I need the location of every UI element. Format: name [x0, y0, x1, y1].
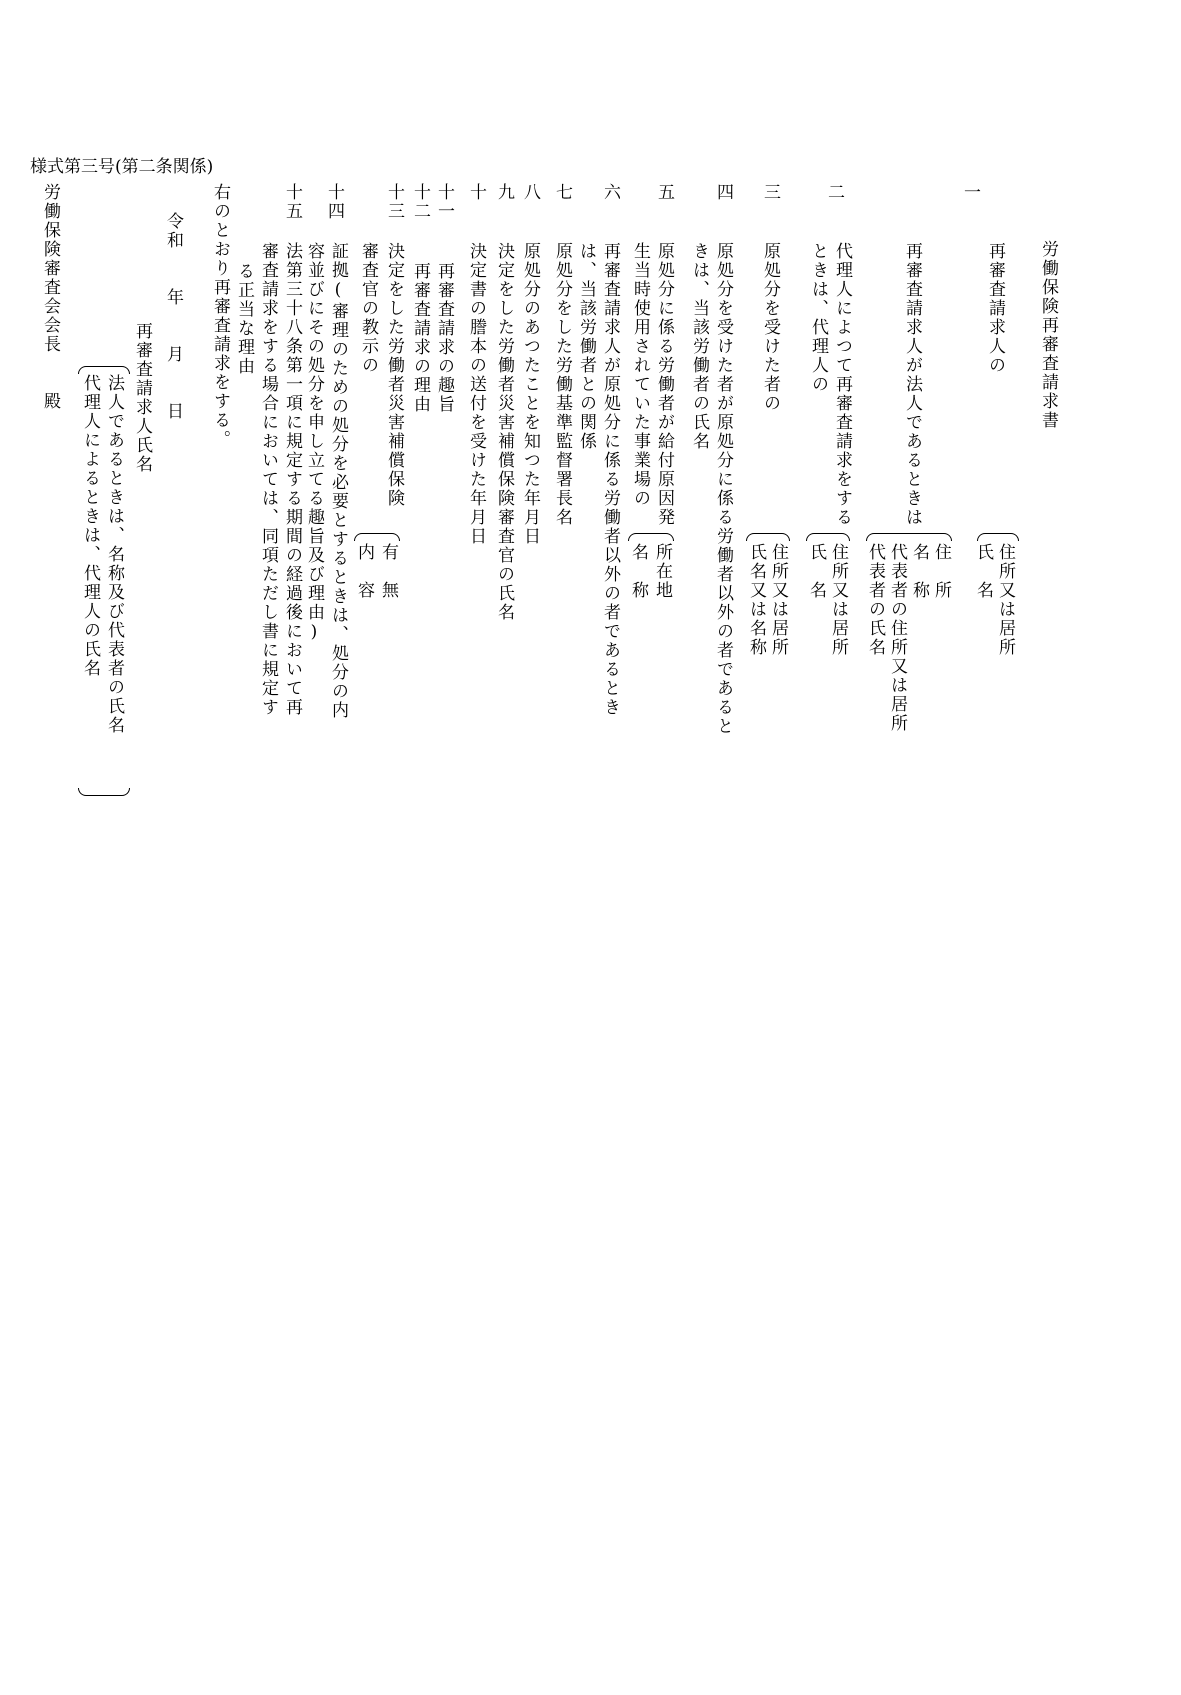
form-title: 労働保険再審査請求書: [1038, 240, 1058, 430]
item-10-label: 決定書の謄本の送付を受けた年月日: [466, 242, 486, 546]
item-3-label: 原処分を受けた者の: [760, 242, 780, 413]
item-number-6: 六: [600, 183, 620, 202]
item-5-label-line1: 原処分に係る労働者が給付原因発: [654, 242, 674, 527]
item-7-label: 原処分をした労働基準監督署長名: [552, 242, 572, 527]
item-number-3: 三: [760, 183, 780, 202]
item-number-15: 十五: [282, 183, 302, 221]
item-13-sub-presence: 有 無: [378, 543, 398, 600]
item-11-label: 再審査請求の趣旨: [434, 262, 454, 414]
item-1-corp-address: 住 所: [931, 543, 951, 600]
item-1-corp-rep-address: 代表者の住所又は居所: [887, 543, 907, 733]
item-number-2: 二: [824, 183, 844, 202]
item-2-brace: [806, 533, 850, 541]
item-6-label-line1: 再審査請求人が原処分に係る労働者以外の者であるとき: [600, 242, 620, 717]
item-13-label-line2: 審査官の教示の: [358, 242, 378, 375]
item-1-sub-name: 氏 名: [973, 543, 993, 600]
item-4-label-line2: きは、当該労働者の氏名: [689, 242, 709, 451]
item-5-label-line2: 生当時使用されていた事業場の: [630, 242, 650, 508]
item-number-11: 十一: [434, 183, 454, 221]
signer-open-brace: [78, 366, 130, 374]
item-3-brace: [746, 533, 790, 541]
item-1-corp-rep-name: 代表者の氏名: [865, 543, 885, 657]
item-5-sub-name: 名 称: [628, 543, 648, 600]
item-5-sub-location: 所在地: [652, 543, 672, 600]
item-1-label: 再審査請求人の: [985, 242, 1005, 375]
item-2-sub-address: 住所又は居所: [828, 543, 848, 657]
date-field: 令和 年 月 日: [163, 212, 183, 421]
item-number-7: 七: [552, 183, 572, 202]
signer-close-brace: [78, 788, 130, 796]
item-number-1: 一: [960, 183, 980, 202]
item-2-label-line2: ときは、代理人の: [808, 242, 828, 394]
item-5-brace: [628, 533, 674, 541]
item-number-12: 十二: [410, 183, 430, 221]
item-9-label: 決定をした労働者災害補償保険審査官の氏名: [494, 242, 514, 622]
item-2-sub-name: 氏 名: [806, 543, 826, 600]
item-6-label-line2: は、当該労働者との関係: [576, 242, 596, 451]
item-1-sub-address: 住所又は居所: [995, 543, 1015, 657]
closing-statement: 右のとおり再審査請求をする。: [210, 183, 230, 449]
item-13-label-line1: 決定をした労働者災害補償保険: [384, 242, 404, 508]
signer-note-agent: 代理人によるときは、代理人の氏名: [80, 374, 100, 678]
item-12-label: 再審査請求の理由: [410, 262, 430, 414]
signer-note-corporate: 法人であるときは、名称及び代表者の氏名: [104, 374, 124, 735]
item-number-4: 四: [713, 183, 733, 202]
signer-name-label: 再審査請求人氏名: [132, 322, 152, 474]
item-15-label-line2: 審査請求をする場合においては、同項ただし書に規定す: [258, 242, 278, 717]
item-13-sub-content: 内 容: [354, 543, 374, 600]
item-15-label-line1: 法第三十八条第一項に規定する期間の経過後において再: [282, 242, 302, 717]
item-1-brace: [977, 533, 1019, 541]
item-3-sub-address: 住所又は居所: [768, 543, 788, 657]
item-2-label-line1: 代理人によつて再審査請求をする: [832, 242, 852, 527]
form-number-label: 様式第三号(第二条関係): [30, 157, 214, 177]
item-15-label-line3: る正当な理由: [234, 262, 254, 376]
item-number-5: 五: [654, 183, 674, 202]
item-number-10: 十: [466, 183, 486, 202]
item-number-14: 十四: [324, 183, 344, 221]
item-13-brace: [354, 533, 400, 541]
item-14-label-line2: 容並びにその処分を申し立てる趣旨及び理由): [304, 242, 324, 644]
item-number-9: 九: [494, 183, 514, 202]
addressee: 労働保険審査会会長 殿: [40, 183, 60, 411]
item-1-corp-org-name: 名 称: [909, 543, 929, 600]
item-1-corp-brace: [866, 533, 952, 541]
item-1-corp-label: 再審査請求人が法人であるときは: [902, 242, 922, 527]
item-4-label-line1: 原処分を受けた者が原処分に係る労働者以外の者であると: [713, 242, 733, 736]
item-number-13: 十三: [384, 183, 404, 221]
item-14-label-line1: 証拠(審理のための処分を必要とするときは、処分の内: [328, 242, 348, 720]
item-number-8: 八: [520, 183, 540, 202]
item-8-label: 原処分のあつたことを知つた年月日: [520, 242, 540, 546]
item-3-sub-name: 氏名又は名称: [746, 543, 766, 657]
